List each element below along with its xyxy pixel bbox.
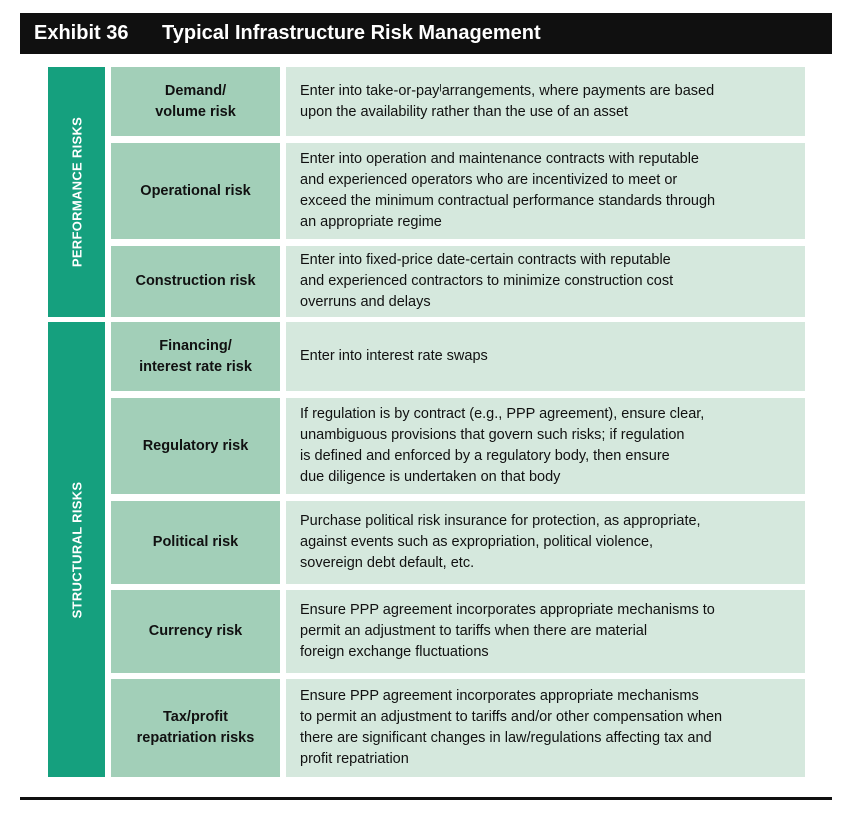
mitigation-text: Enter into operation and maintenance contracts with reputable and experienced operators who are incentivized to meet or exceed the minimum contractual performance standards through an appropriate regime [300, 151, 716, 230]
mitigation-text: Enter into interest rate swaps [300, 348, 488, 364]
mitigation-cell [286, 398, 805, 494]
risk-type-cell [111, 590, 280, 673]
risk-type-label: Financing/ interest rate risk [139, 337, 252, 375]
mitigation-text: Ensure PPP agreement incorporates appropriate mechanisms to permit an adjustment to tariffs when there are material foreign exchange fluctuations [300, 602, 715, 660]
risk-type-label: Political risk [152, 534, 239, 550]
mitigation-cell [286, 322, 805, 391]
exhibit-number: Exhibit 36 [34, 22, 129, 44]
risk-type-cell [111, 143, 280, 239]
risk-type-label: Tax/profit repatriation risks [136, 709, 255, 746]
mitigation-cell [286, 246, 805, 317]
group-label: STRUCTURAL RISKS [69, 481, 84, 618]
mitigation-text: Enter into fixed-price date-certain contracts with reputable and experienced contractors to minimize construction cost overruns and delays [300, 252, 674, 310]
structural-risks-group [48, 322, 105, 777]
risk-type-cell [111, 679, 280, 777]
risk-type-label: Construction risk [135, 273, 256, 289]
risk-type-cell [111, 246, 280, 317]
risk-type-label: Currency risk [148, 623, 243, 639]
risk-type-label: Demand/ volume risk [155, 82, 236, 120]
risk-type-cell [111, 322, 280, 391]
risk-type-label: Operational risk [140, 182, 251, 199]
risk-type-cell [111, 67, 280, 136]
exhibit-header [20, 13, 832, 54]
mitigation-cell [286, 67, 805, 136]
mitigation-text: If regulation is by contract (e.g., PPP agreement), ensure clear, unambiguous provisions that govern such risks; if regulation is defined and enforced by a regulatory body, then ensure due diligence is undertaken on that body [300, 406, 705, 485]
mitigation-text: Purchase political risk insurance for protection, as appropriate, against events such as expropriation, political violence, sovereign debt default, etc. [300, 513, 701, 571]
mitigation-cell [286, 590, 805, 673]
exhibit-title: Typical Infrastructure Risk Management [162, 22, 541, 44]
risk-type-cell [111, 501, 280, 584]
mitigation-cell [286, 143, 805, 239]
mitigation-cell [286, 501, 805, 584]
performance-risks-group [48, 67, 105, 317]
mitigation-cell [286, 679, 805, 777]
risk-type-cell [111, 398, 280, 494]
bottom-rule [20, 797, 832, 800]
mitigation-text: Enter into take-or-payˡarrangements, where payments are based upon the availability rather than the use of an asset [300, 82, 715, 120]
risk-type-label: Regulatory risk [142, 437, 249, 454]
mitigation-text: Ensure PPP agreement incorporates appropriate mechanisms to permit an adjustment to tariffs and/or other compensation when there are significant changes in law/regulations affecting tax and profit repatriation [300, 688, 723, 767]
group-label: PERFORMANCE RISKS [69, 116, 84, 268]
